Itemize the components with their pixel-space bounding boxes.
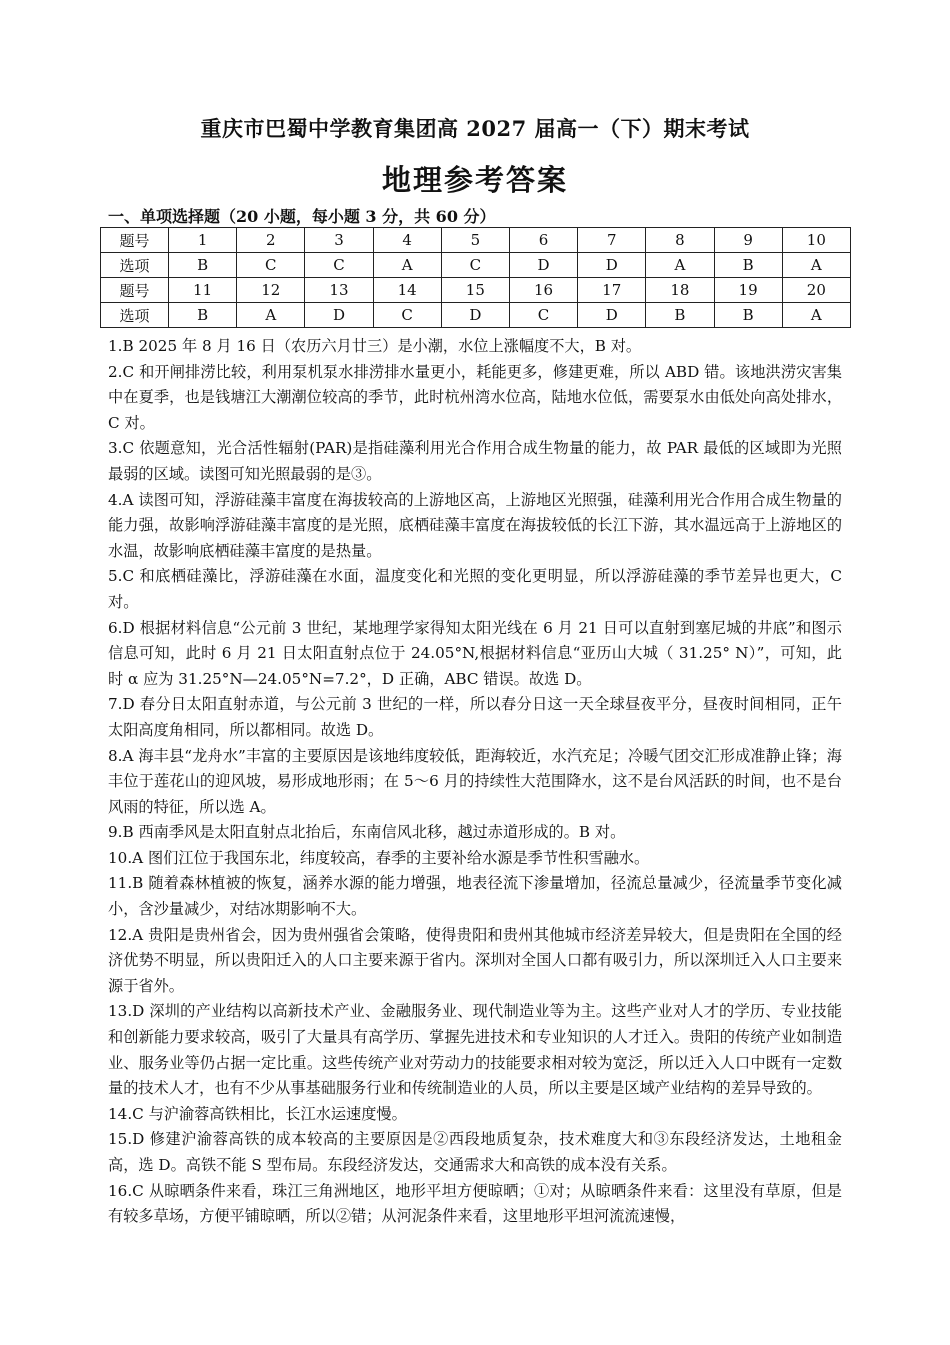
answer-cell: 19 bbox=[714, 278, 782, 303]
explanation-item: 11.B 随着森林植被的恢复，涵养水源的能力增强，地表径流下渗量增加，径流总量减少，径流量季节变化减小，含沙量减少，对结冰期影响不大。 bbox=[108, 874, 842, 919]
answer-cell: A bbox=[782, 303, 850, 328]
explanation-item: 15.D 修建沪渝蓉高铁的成本较高的主要原因是②西段地质复杂，技术难度大和③东段经济发达，土地租金高，选 D。高铁不能 S 型布局。东段经济发达，交通需求大和高铁的成本没有关系。 bbox=[108, 1130, 842, 1174]
answer-cell: C bbox=[237, 253, 305, 278]
answer-table-row bbox=[101, 253, 851, 278]
section-heading: 一、单项选择题（20 小题，每小题 3 分，共 60 分） bbox=[108, 207, 496, 226]
answer-cell: 17 bbox=[578, 278, 646, 303]
answer-cell: 3 bbox=[305, 228, 373, 253]
explanation-item: 12.A 贵阳是贵州省会，因为贵州强省会策略，使得贵阳和贵州其他城市经济差异较大，但是贵阳在全国的经济优势不明显，所以贵阳迁入的人口主要来源于省内。深圳对全国人口都有吸引力，所以深圳迁入人口主要来源于省外。 bbox=[108, 925, 842, 995]
answer-cell: 16 bbox=[509, 278, 577, 303]
answer-cell: 7 bbox=[578, 228, 646, 253]
answer-cell: D bbox=[578, 303, 646, 328]
answer-cell: C bbox=[373, 303, 441, 328]
answer-cell: D bbox=[305, 303, 373, 328]
answer-cell: 1 bbox=[169, 228, 237, 253]
answer-cell: 10 bbox=[782, 228, 850, 253]
answer-cell: 20 bbox=[782, 278, 850, 303]
answer-cell: A bbox=[237, 303, 305, 328]
answer-cell: B bbox=[714, 303, 782, 328]
explanation-item: 13.D 深圳的产业结构以高新技术产业、金融服务业、现代制造业等为主。这些产业对人才的学历、专业技能和创新能力要求较高，吸引了大量具有高学历、掌握先进技术和专业知识的人才迁入。贵阳的传统产业如制造业、服务业等仍占据一定比重。这些传统产业对劳动力的技能要求相对较为宽泛，所以迁入人口中既有一定数量的技术人才，也有不少从事基础服务行业和传统制造业的人员，所以主要是区域产业结构的差异导致的。 bbox=[108, 1002, 842, 1098]
answer-cell: 9 bbox=[714, 228, 782, 253]
explanation-item: 14.C 与沪渝蓉高铁相比，长江水运速度慢。 bbox=[108, 1104, 407, 1123]
answer-table-row bbox=[101, 303, 851, 328]
answer-cell: C bbox=[509, 303, 577, 328]
row-label: 选项 bbox=[101, 253, 169, 278]
answer-cell: D bbox=[578, 253, 646, 278]
answer-cell: C bbox=[441, 253, 509, 278]
answer-cell: D bbox=[509, 253, 577, 278]
answer-cell: A bbox=[782, 253, 850, 278]
explanation-item: 10.A 图们江位于我国东北，纬度较高，春季的主要补给水源是季节性积雪融水。 bbox=[108, 848, 650, 867]
answer-cell: D bbox=[441, 303, 509, 328]
explanations bbox=[108, 334, 842, 1230]
answer-cell: B bbox=[714, 253, 782, 278]
row-label: 题号 bbox=[101, 278, 169, 303]
answer-cell: 5 bbox=[441, 228, 509, 253]
explanation-item: 9.B 西南季风是太阳直射点北抬后，东南信风北移，越过赤道形成的。B 对。 bbox=[108, 823, 626, 842]
answer-cell: 11 bbox=[169, 278, 237, 303]
answer-cell: 15 bbox=[441, 278, 509, 303]
explanation-item: 1.B 2025 年 8 月 16 日（农历六月廿三）是小潮，水位上涨幅度不大，B 对。 bbox=[108, 337, 642, 355]
explanation-item: 6.D 根据材料信息“公元前 3 世纪，某地理学家得知太阳光线在 6 月 21 日可以直射到塞尼城的井底”和图示信息可知，此时 6 月 21 日太阳直射点位于 24.05°N,根据材料信息“亚历山大城（ 31.25° N）”，可知，此时 α 应为 31.25°N—24.05°N=7.2°，D 正确，ABC 错误。故选 D。 bbox=[108, 618, 842, 688]
row-label: 题号 bbox=[101, 228, 169, 253]
answer-cell: 4 bbox=[373, 228, 441, 253]
explanation-item: 5.C 和底栖硅藻比，浮游硅藻在水面，温度变化和光照的变化更明显，所以浮游硅藻的季节差异也更大，C 对。 bbox=[108, 567, 842, 611]
document-subtitle: 地理参考答案 bbox=[381, 163, 568, 197]
answer-table bbox=[100, 227, 851, 328]
answer-cell: 14 bbox=[373, 278, 441, 303]
answer-cell: 6 bbox=[509, 228, 577, 253]
answer-cell: B bbox=[169, 303, 237, 328]
explanation-item: 2.C 和开闸排涝比较，利用泵机泵水排涝排水量更小，耗能更多，修建更难，所以 ABD 错。该地洪涝灾害集中在夏季，也是钱塘江大潮潮位较高的季节，此时杭州湾水位高，陆地水位低，需要泵水由低处向高处排水，C 对。 bbox=[108, 362, 842, 432]
answer-cell: 12 bbox=[237, 278, 305, 303]
answer-cell: B bbox=[169, 253, 237, 278]
answer-cell: 13 bbox=[305, 278, 373, 303]
exam-title: 重庆市巴蜀中学教育集团高 2027 届高一（下）期末考试 bbox=[200, 116, 750, 141]
answer-cell: B bbox=[646, 303, 714, 328]
explanation-item: 4.A 读图可知，浮游硅藻丰富度在海拔较高的上游地区高，上游地区光照强，硅藻利用光合作用合成生物量的能力强，故影响浮游硅藻丰富度的是光照，底栖硅藻丰富度在海拔较低的长江下游，其水温远高于上游地区的水温，故影响底栖硅藻丰富度的是热量。 bbox=[108, 490, 842, 560]
answer-cell: A bbox=[373, 253, 441, 278]
answer-cell: 18 bbox=[646, 278, 714, 303]
explanation-item: 8.A 海丰县“龙舟水”丰富的主要原因是该地纬度较低，距海较近，水汽充足；冷暖气团交汇形成准静止锋；海丰位于莲花山的迎风坡，易形成地形雨；在 5～6 月的持续性大范围降水，这不是台风活跃的时间，也不是台风雨的特征，所以选 A。 bbox=[108, 746, 842, 816]
answer-cell: 2 bbox=[237, 228, 305, 253]
row-label: 选项 bbox=[101, 303, 169, 328]
answer-cell: C bbox=[305, 253, 373, 278]
explanation-item: 3.C 依题意知，光合活性辐射(PAR)是指硅藻利用光合作用合成生物量的能力，故 PAR 最低的区域即为光照最弱的区域。读图可知光照最弱的是③。 bbox=[108, 439, 842, 483]
answer-cell: 8 bbox=[646, 228, 714, 253]
answer-table-row bbox=[101, 228, 851, 253]
explanation-item: 7.D 春分日太阳直射赤道，与公元前 3 世纪的一样，所以春分日这一天全球昼夜平分，昼夜时间相同，正午太阳高度角相同，所以都相同。故选 D。 bbox=[108, 695, 842, 739]
answer-table-row bbox=[101, 278, 851, 303]
answer-cell: A bbox=[646, 253, 714, 278]
explanation-item: 16.C 从晾晒条件来看，珠江三角洲地区，地形平坦方便晾晒；①对；从晾晒条件来看：这里没有草原，但是有较多草场，方便平铺晾晒，所以②错；从河泥条件来看，这里地形平坦河流流速慢， bbox=[108, 1181, 842, 1226]
